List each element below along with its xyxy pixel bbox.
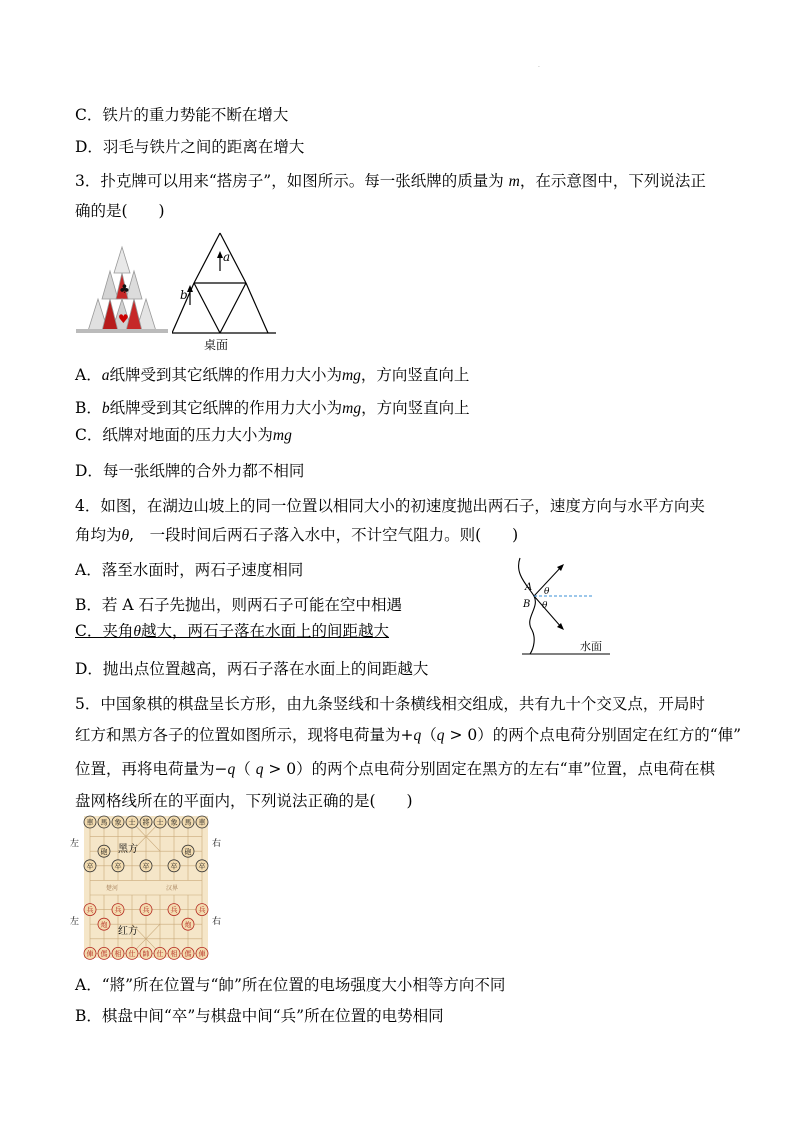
q4-option-d: D．抛出点位置越高，两石子落在水面上的间距越大 [75, 660, 429, 678]
black-pawn: 卒 [198, 862, 206, 871]
red-pawn: 兵 [86, 906, 94, 915]
red-piece: 相 [114, 950, 122, 958]
black-pawn: 卒 [86, 862, 94, 871]
red-cannon: 炮 [184, 920, 192, 929]
q3-stem-line1: 3．扑克牌可以用来“搭房子”，如图所示。每一张纸牌的质量为 m，在示意图中，下列说法正 [75, 172, 706, 190]
red-piece: 俥 [86, 950, 94, 958]
card-house-diagram [172, 231, 276, 353]
black-pawn: 卒 [170, 862, 178, 871]
red-piece: 傌 [100, 950, 108, 958]
black-piece: 馬 [100, 818, 108, 827]
q4-option-a: A．落至水面时，两石子速度相同 [75, 561, 304, 579]
svg-text:♣: ♣ [119, 282, 130, 296]
point-b-label: B [523, 599, 531, 610]
board-left-top: 左 [70, 839, 80, 849]
black-piece: 士 [156, 818, 164, 827]
q5-stem-line4: 盘网格线所在的平面内，下列说法正确的是( ) [75, 792, 413, 810]
red-pawn: 兵 [114, 906, 122, 915]
black-piece: 象 [114, 818, 122, 827]
river-right-label: 汉界 [166, 885, 179, 892]
black-piece: 象 [170, 818, 178, 827]
q5-stem-line1: 5．中国象棋的棋盘呈长方形，由九条竖线和十条横线相交组成，共有九十个交叉点，开局时 [75, 695, 705, 713]
label-a: a [223, 250, 231, 264]
red-piece: 傌 [184, 950, 192, 958]
slope-diagram [494, 556, 610, 656]
black-pawn: 卒 [142, 862, 150, 871]
q4-stem-line2: 角均为θ, 一段时间后两石子落入水中，不计空气阻力。则( ) [75, 526, 519, 544]
q4-stem-line1: 4．如图，在湖边山坡上的同一位置以相同大小的初速度抛出两石子，速度方向与水平方向夹 [75, 497, 705, 515]
black-piece: 馬 [184, 818, 192, 827]
point-a-label: A [525, 582, 533, 593]
red-pawn: 兵 [142, 906, 150, 915]
q4-option-c: C．夹角θ越大，两石子落在水面上的间距越大 [75, 622, 390, 640]
water-surface-label: 水面 [580, 640, 602, 653]
red-pawn: 兵 [198, 906, 206, 915]
page-mark: · [538, 64, 540, 71]
black-piece: 車 [86, 818, 94, 827]
black-piece: 將 [142, 818, 150, 827]
board-right-bottom: 右 [212, 917, 222, 927]
q5-option-b: B．棋盘中间“卒”与棋盘中间“兵”所在位置的电势相同 [75, 1007, 444, 1025]
card-house-photo [74, 243, 170, 335]
red-piece: 帥 [142, 950, 150, 958]
chess-board-figure [70, 814, 222, 960]
board-left-bottom: 左 [70, 917, 80, 927]
red-side-label: 红方 [118, 926, 138, 937]
table-caption: 桌面 [204, 338, 229, 352]
river-left-label: 楚河 [106, 885, 119, 892]
q4-option-b: B．若 A 石子先抛出，则两石子可能在空中相遇 [75, 596, 402, 614]
theta-upper-label: θ [544, 587, 550, 597]
svg-text:♥: ♥ [118, 312, 129, 326]
black-piece: 士 [128, 818, 136, 827]
theta-lower-label: θ [542, 601, 548, 611]
red-cannon: 炮 [100, 920, 108, 929]
q3-option-b: B．b纸牌受到其它纸牌的作用力大小为mg，方向竖直向上 [75, 399, 470, 417]
red-piece: 俥 [198, 950, 206, 958]
red-piece: 仕 [156, 950, 164, 958]
black-cannon: 砲 [184, 847, 192, 856]
q2-option-c: C．铁片的重力势能不断在增大 [75, 106, 289, 124]
black-side-label: 黑方 [118, 844, 138, 855]
black-pawn: 卒 [114, 862, 122, 871]
q3-stem-line2: 确的是( ) [75, 202, 165, 220]
q3-option-a: A．a纸牌受到其它纸牌的作用力大小为mg，方向竖直向上 [75, 366, 470, 384]
board-right-top: 右 [212, 839, 222, 849]
q5-stem-line3: 位置，再将电荷量为−q（ q > 0）的两个点电荷分别固定在黑方的左右“車”位置，点电荷在棋 [75, 760, 715, 778]
red-piece: 仕 [128, 950, 136, 958]
red-pawn: 兵 [170, 906, 178, 915]
red-piece: 相 [170, 950, 178, 958]
black-piece: 車 [198, 818, 206, 827]
label-b: b [180, 288, 188, 302]
q5-option-a: A．“將”所在位置与“帥”所在位置的电场强度大小相等方向不同 [75, 976, 506, 994]
q3-option-d: D．每一张纸牌的合外力都不相同 [75, 462, 305, 480]
black-cannon: 砲 [100, 847, 108, 856]
q2-option-d: D．羽毛与铁片之间的距离在增大 [75, 138, 305, 156]
q3-option-c: C．纸牌对地面的压力大小为mg [75, 426, 292, 444]
q5-stem-line2: 红方和黑方各子的位置如图所示，现将电荷量为+q（q > 0）的两个点电荷分别固定在红方的“俥” [75, 726, 742, 744]
